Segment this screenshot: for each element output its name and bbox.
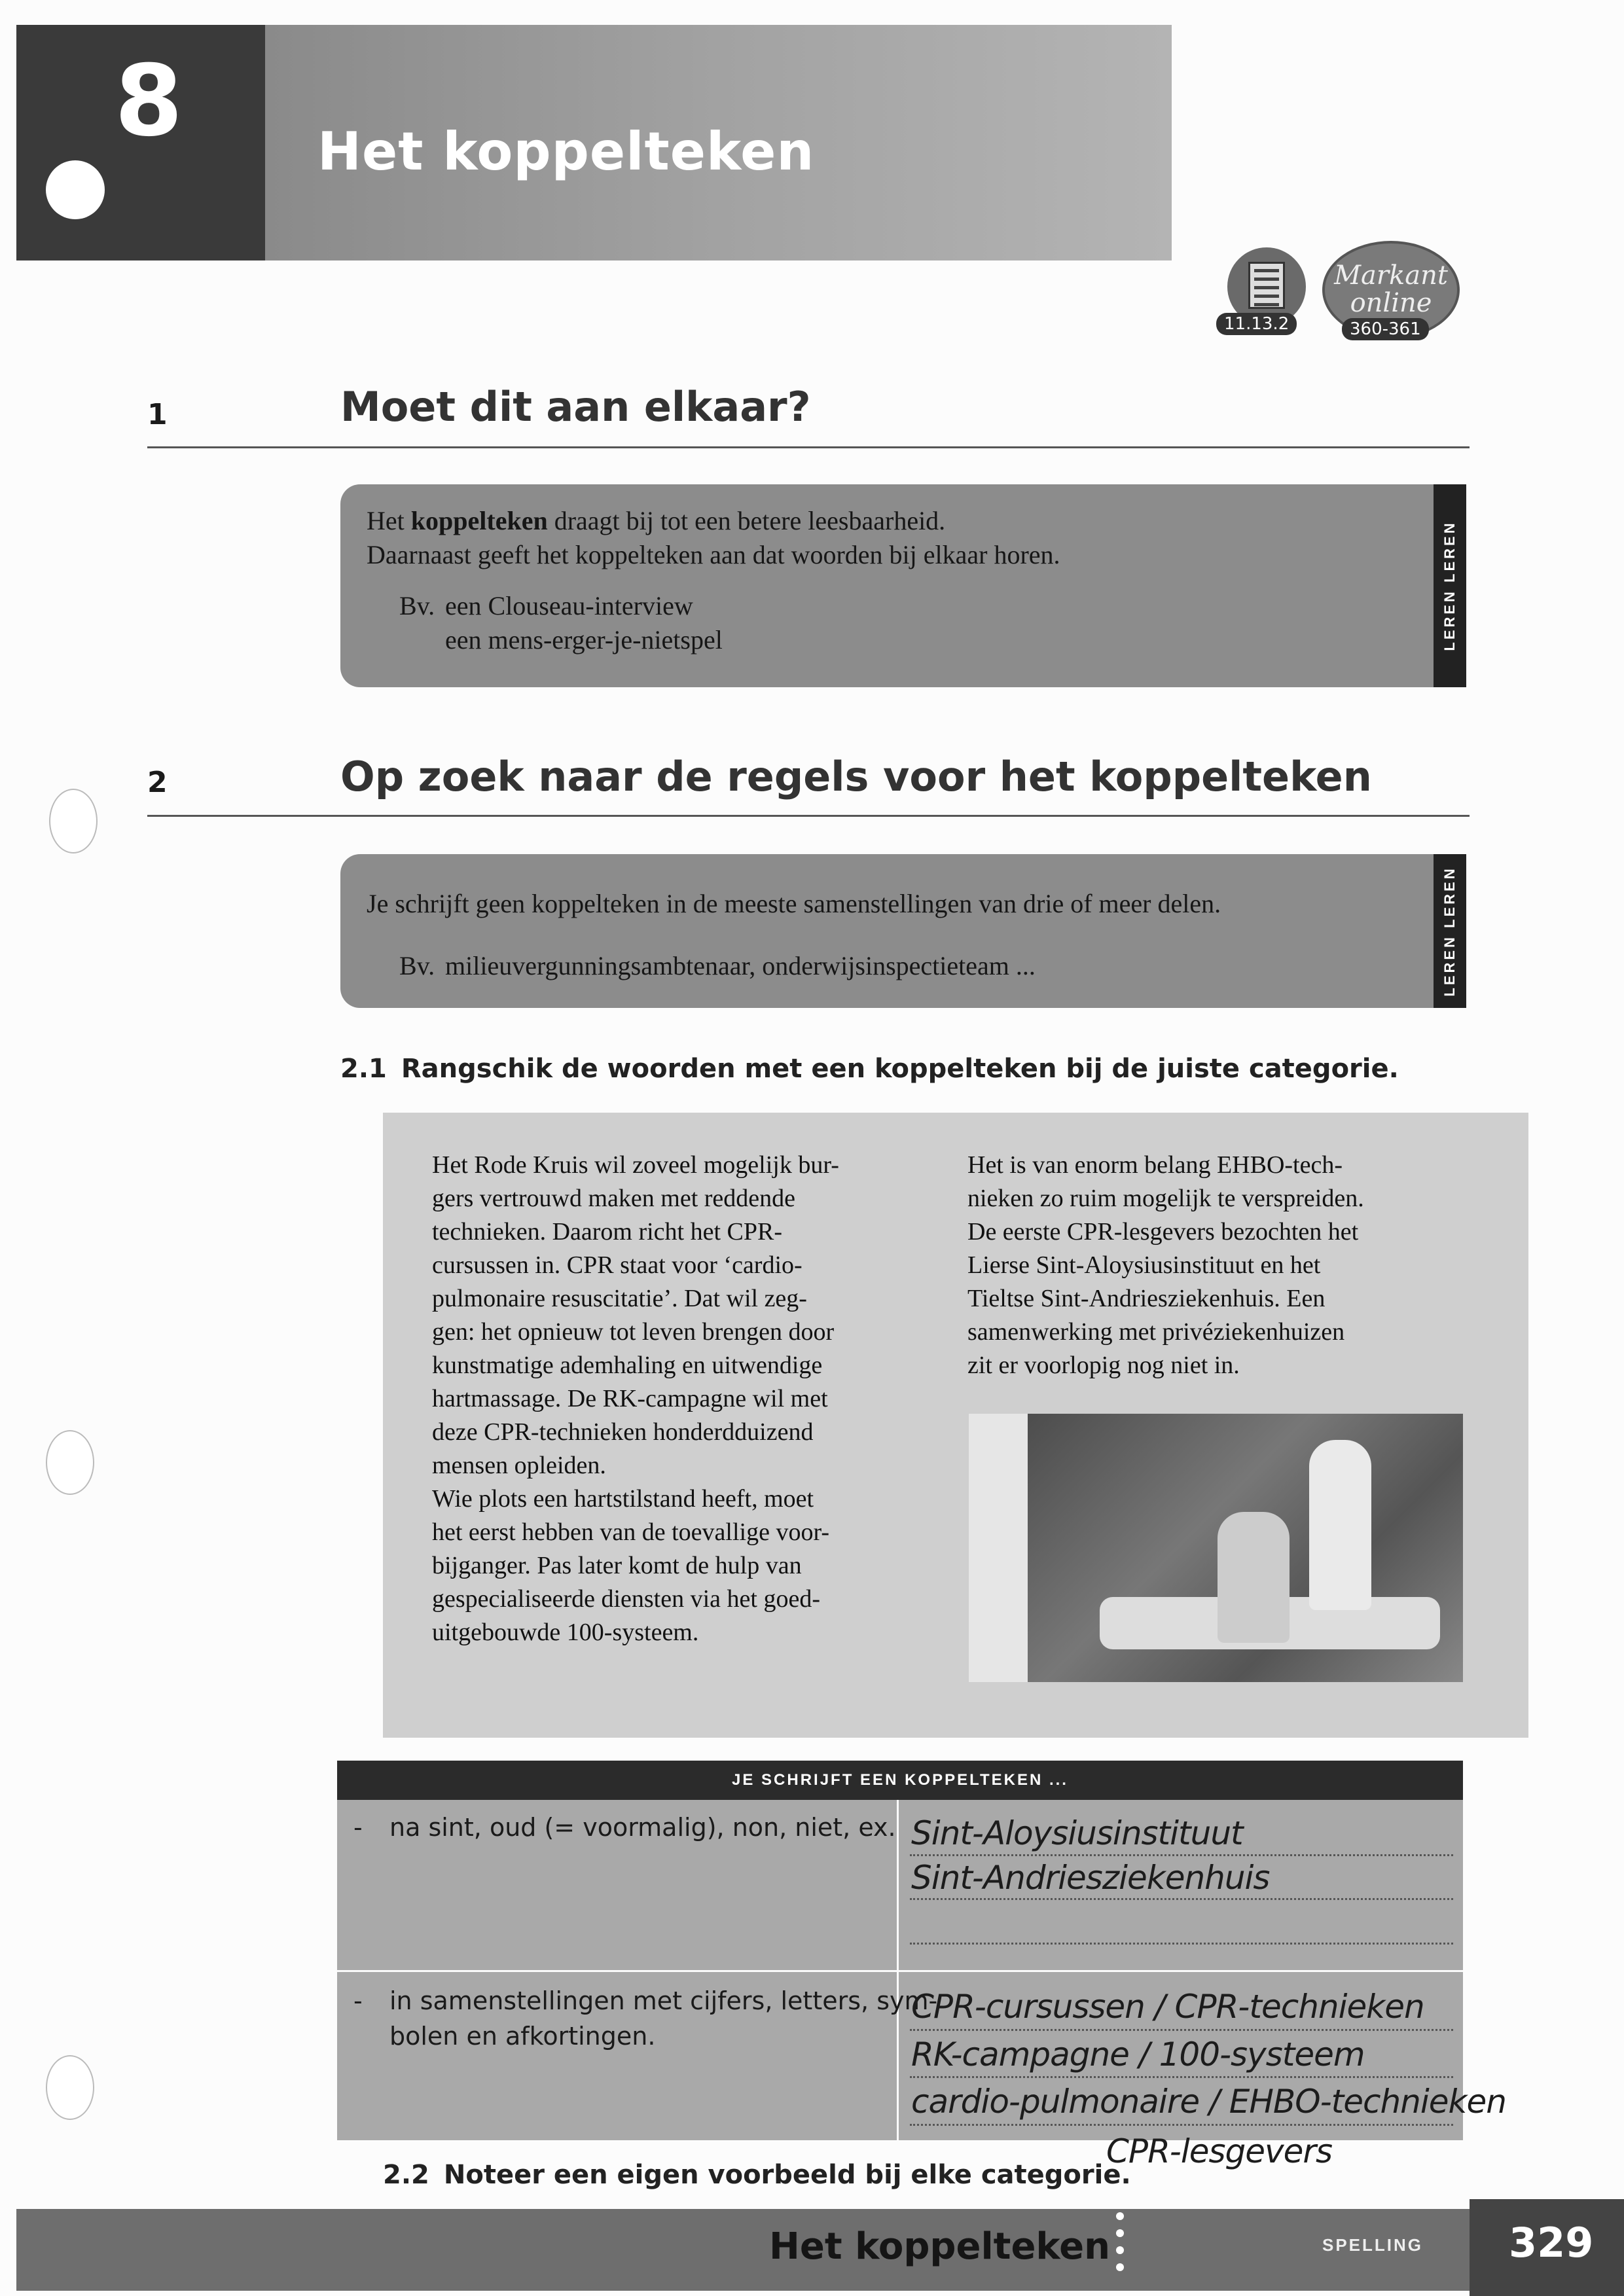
article-line: cursussen in. CPR staat voor ‘cardio- — [432, 1251, 803, 1279]
article-line: kunstmatige ademhaling en uitwendige — [432, 1352, 823, 1379]
chapter-number-block — [16, 25, 265, 260]
answer-line — [910, 1898, 1453, 1900]
article-line: uitgebouwde 100-systeem. — [432, 1619, 699, 1646]
article-line: mensen opleiden. — [432, 1452, 606, 1479]
answer-1-1[interactable]: Sint-Aloysiusinstituut — [911, 1814, 1243, 1852]
article-left-column — [432, 1149, 933, 1649]
article-line: het eerst hebben van de toevallige voor- — [432, 1518, 829, 1546]
section-2-number: 2 — [147, 766, 168, 799]
rule-2-line: Je schrijft geen koppelteken in de meeste samenstellingen van drie of meer delen. — [367, 889, 1221, 918]
article-line: Tieltse Sint-Andriesziekenhuis. Een — [967, 1285, 1326, 1312]
markant-online-text — [1332, 262, 1450, 317]
task-2-2 — [383, 2160, 1131, 2190]
rule-1-line1: Het koppelteken draagt bij tot een betere leesbaarheid. — [367, 506, 946, 535]
row-2-category-line2: bolen en afkortingen. — [389, 2022, 656, 2051]
article-line: hartmassage. De RK-campagne wil met — [432, 1385, 828, 1412]
example-2: milieuvergunningsambtenaar, onderwijsinspectieteam ... — [445, 951, 1036, 980]
answer-1-2[interactable]: Sint-Andriesziekenhuis — [911, 1859, 1270, 1897]
online-line1: Markant — [1334, 260, 1448, 291]
online-ref: 360-361 — [1342, 318, 1429, 340]
answer-line — [910, 1854, 1453, 1856]
chapter-number: 8 — [115, 45, 183, 158]
article-right-column — [967, 1149, 1465, 1382]
row-2-category-line1: in samenstellingen met cijfers, letters, sym- — [389, 1986, 938, 2015]
article-line: deze CPR-technieken honderdduizend — [432, 1418, 814, 1446]
answer-line — [910, 2124, 1453, 2126]
article-line: De eerste CPR-lesgevers bezochten het — [967, 1218, 1359, 1246]
tab-label-1: LEREN LEREN — [1441, 520, 1458, 651]
row-2-bullet: - — [353, 1986, 363, 2015]
footer-dots — [1116, 2212, 1124, 2280]
table-row-divider — [337, 1970, 1463, 1972]
section-2-rule-box — [340, 854, 1466, 1008]
footer-section: SPELLING — [1322, 2235, 1424, 2255]
keyword-koppelteken: koppelteken — [410, 506, 548, 535]
article-line: Lierse Sint-Aloysiusinstituut en het — [967, 1251, 1321, 1279]
answer-line — [910, 2076, 1453, 2078]
page-number-block — [1470, 2199, 1624, 2296]
example-2-prefix: Bv. — [399, 951, 435, 980]
answer-line — [910, 2029, 1453, 2031]
leren-leren-tab-1 — [1434, 484, 1466, 687]
article-line: gen: het opnieuw tot leven brengen door — [432, 1318, 835, 1346]
rule-1-line2: Daarnaast geeft het koppelteken aan dat woorden bij elkaar horen. — [367, 540, 1060, 569]
article-line: zit er voorlopig nog niet in. — [967, 1352, 1240, 1379]
section-2-rule — [147, 815, 1470, 817]
task-2-2-text: Noteer een eigen voorbeeld bij elke categorie. — [443, 2160, 1131, 2190]
article-line: technieken. Daarom richt het CPR- — [432, 1218, 783, 1246]
online-line2: online — [1350, 288, 1432, 318]
task-2-1-number: 2.1 — [340, 1054, 387, 1084]
article-line: Het is van enorm belang EHBO-tech- — [967, 1151, 1343, 1179]
example-1-prefix: Bv. — [399, 591, 435, 620]
answer-2-extra[interactable]: CPR-lesgevers — [1106, 2132, 1333, 2170]
example-1a: een Clouseau-interview — [445, 591, 693, 620]
ambulance-photo — [969, 1414, 1463, 1682]
page-number: 329 — [1509, 2219, 1594, 2267]
article-line: pulmonaire resuscitatie’. Dat wil zeg- — [432, 1285, 807, 1312]
task-2-1-text: Rangschik de woorden met een koppelteken bij de juiste categorie. — [401, 1054, 1399, 1084]
table-header: JE SCHRIJFT EEN KOPPELTEKEN ... — [337, 1761, 1463, 1800]
answer-line — [910, 1943, 1453, 1945]
tab-label-2: LEREN LEREN — [1441, 865, 1458, 997]
chapter-dot-icon — [46, 160, 105, 219]
footer-title: Het koppelteken — [769, 2225, 1111, 2268]
section-1-rule-box — [340, 484, 1466, 687]
article-line: Het Rode Kruis wil zoveel mogelijk bur- — [432, 1151, 839, 1179]
article-line: Wie plots een hartstilstand heeft, moet — [432, 1485, 814, 1513]
leren-leren-tab-2 — [1434, 854, 1466, 1008]
row-1-category: na sint, oud (= voormalig), non, niet, ex. — [389, 1813, 896, 1842]
article-line: bijganger. Pas later komt de hulp van — [432, 1552, 802, 1579]
section-1-title: Moet dit aan elkaar? — [340, 383, 811, 431]
chapter-title: Het koppelteken — [317, 121, 815, 182]
binder-hole — [46, 1430, 94, 1495]
article-line: gespecialiseerde diensten via het goed- — [432, 1585, 820, 1613]
section-2-title: Op zoek naar de regels voor het koppelteken — [340, 753, 1372, 800]
article-line: samenwerking met privéziekenhuizen — [967, 1318, 1345, 1346]
article-line: gers vertrouwd maken met reddende — [432, 1185, 796, 1212]
answer-2-2[interactable]: RK-campagne / 100-systeem — [911, 2036, 1365, 2073]
row-1-bullet: - — [353, 1813, 363, 1842]
answer-2-1[interactable]: CPR-cursussen / CPR-technieken — [911, 1988, 1424, 2026]
section-1-rule — [147, 446, 1470, 448]
answer-2-3[interactable]: cardio-pulmonaire / EHBO-technieken — [911, 2083, 1506, 2121]
task-2-1 — [340, 1054, 1399, 1084]
workbook-ref: 11.13.2 — [1216, 313, 1297, 335]
article-line: nieken zo ruim mogelijk te verspreiden. — [967, 1185, 1364, 1212]
binder-hole — [49, 789, 98, 853]
task-2-2-number: 2.2 — [383, 2160, 429, 2190]
binder-hole — [46, 2055, 94, 2120]
section-1-number: 1 — [147, 398, 168, 431]
example-1b: een mens-erger-je-nietspel — [445, 625, 723, 655]
